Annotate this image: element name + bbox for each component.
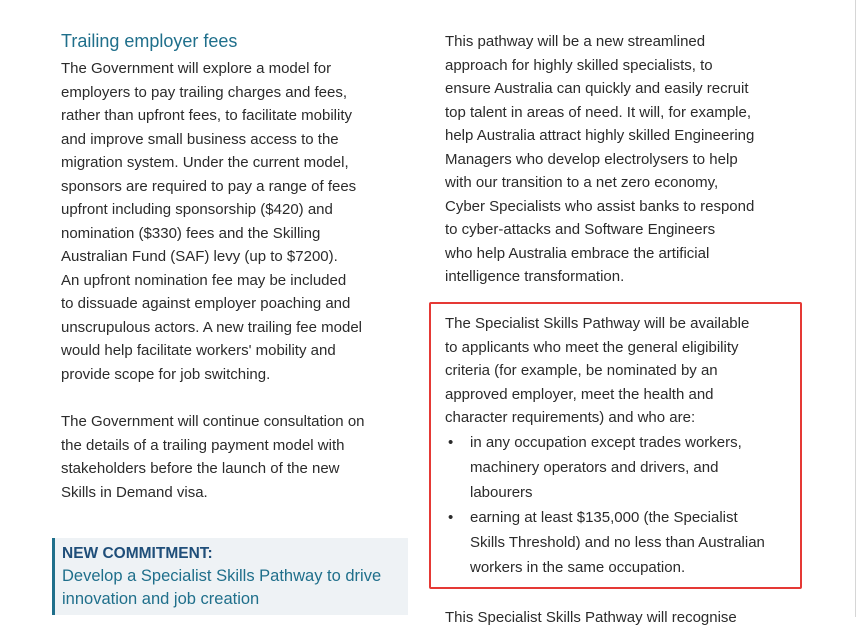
section-heading: Trailing employer fees [61, 31, 238, 51]
eligibility-block [445, 312, 795, 580]
list-item: • in any occupation except trades workers, machinery operators and drivers, and labourers [445, 430, 795, 505]
pathway-paragraph: This pathway will be a new streamlined approach for highly skilled specialists, to ensure Australia can quickly and easily recruit top talent in areas of need. It will, for example, help Australia attract highly skilled Engineering Managers who develop electrolysers to help with our transition to a net zero economy, Cyber Specialists who assist banks to respond to cyber-attacks and Software Engineers who help Australia embrace the artificial intelligence transformation. [445, 33, 755, 285]
commitment-label: NEW COMMITMENT: [62, 545, 213, 562]
eligibility-list [445, 430, 795, 580]
cutoff-paragraph: This Specialist Skills Pathway will recognise [445, 609, 737, 626]
list-item: • earning at least $135,000 (the Specialist Skills Threshold) and no less than Australian workers in the same occupation. [445, 505, 795, 580]
page-edge-rule [855, 0, 856, 617]
eligibility-paragraph: The Specialist Skills Pathway will be available to applicants who meet the general eligibility criteria (for example, be nominated by an approved employer, meet the health and character requirements) and who are: [445, 315, 750, 426]
left-column [61, 30, 406, 504]
bullet-icon: • [448, 433, 454, 451]
commitment-title: Develop a Specialist Skills Pathway to drive innovation and job creation [62, 567, 382, 608]
right-column [445, 30, 797, 289]
consultation-paragraph: The Government will continue consultation on the details of a trailing payment model with stakeholders before the launch of the new Skills in Demand visa. [61, 413, 365, 501]
new-commitment-callout [52, 538, 408, 615]
bullet-icon: • [448, 508, 454, 526]
trailing-fees-paragraph: The Government will explore a model for employers to pay trailing charges and fees, rather than upfront fees, to facilitate mobility and improve small business access to the migration system. Under the current model, sponsors are required to pay a range of fees upfront including sponsorship ($420) and nomination ($330) fees and the Skilling Australian Fund (SAF) levy (up to $7200). An upfront nomination fee may be included to dissuade against employer poaching and unscrupulous actors. A new trailing fee model would help facilitate workers' mobility and provide scope for job switching. [61, 60, 363, 383]
